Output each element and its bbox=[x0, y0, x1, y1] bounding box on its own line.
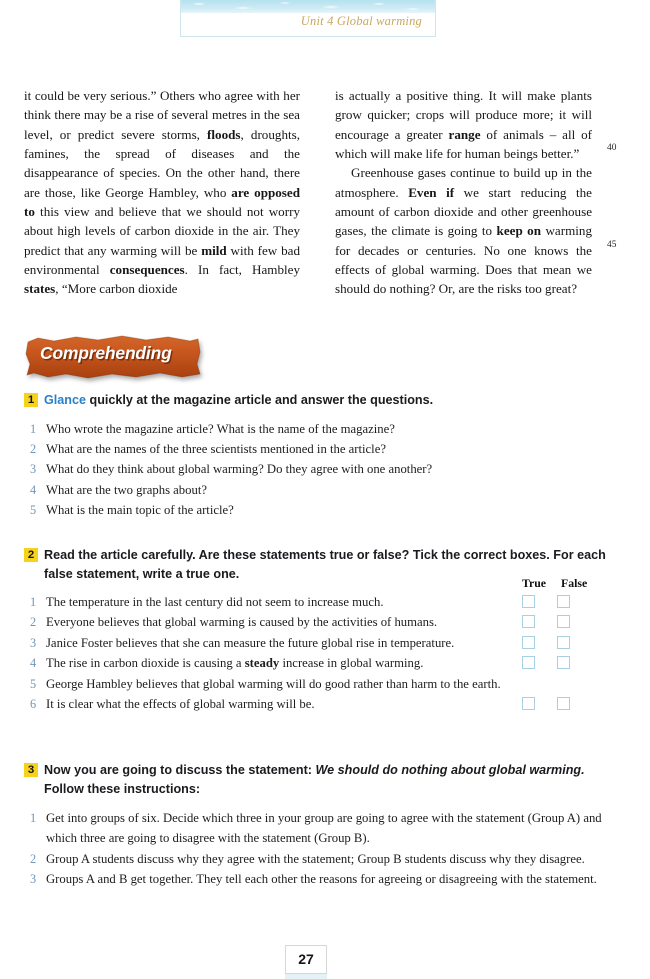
unit-header-banner bbox=[180, 0, 436, 37]
list-item bbox=[24, 612, 524, 632]
item-text: It is clear what the effects of global warming will be. bbox=[46, 697, 315, 712]
item-text: The temperature in the last century did not seem to increase much. bbox=[46, 595, 384, 609]
item-text: What are the names of the three scientists mentioned in the article? bbox=[46, 441, 386, 456]
item-text: Group A students discuss why they agree with the statement; Group B students discuss why they disagree. bbox=[46, 851, 585, 866]
item-text: What do they think about global warming? Do they agree with one another? bbox=[46, 462, 433, 477]
true-checkbox[interactable] bbox=[522, 656, 535, 669]
unit-title-label: Unit 4 Global warming bbox=[300, 14, 422, 28]
false-checkbox[interactable] bbox=[557, 595, 570, 608]
item-text: Get into groups of six. Decide which three in your group are going to agree with the statement (Group A) and which three are going to disagree with the statement (Group B). bbox=[46, 811, 602, 846]
exercise-1-question-list bbox=[24, 419, 624, 521]
true-checkbox[interactable] bbox=[522, 615, 535, 628]
true-checkbox[interactable] bbox=[522, 636, 535, 649]
exercise-1 bbox=[24, 391, 624, 521]
section-heading: Comprehending bbox=[40, 343, 172, 363]
exercise-2-statement-list bbox=[24, 592, 524, 714]
page-number: 27 bbox=[285, 945, 327, 974]
item-text: Groups A and B get together. They tell each other the reasons for agreeing or disagreeing with the statement. bbox=[46, 872, 597, 887]
footer-accent-strip bbox=[285, 974, 327, 979]
instruction-text: Now you are going to discuss the statement: We should do nothing about global warming. Follow these instructions: bbox=[44, 763, 585, 796]
exercise-3-instruction-list bbox=[24, 808, 610, 890]
item-text: What is the main topic of the article? bbox=[46, 503, 234, 518]
item-number: 1 bbox=[30, 595, 37, 609]
exercise-3-instruction bbox=[24, 761, 620, 798]
item-number: 2 bbox=[30, 851, 37, 866]
comprehending-section-banner bbox=[24, 334, 204, 380]
checkbox-pair bbox=[522, 697, 598, 710]
list-item bbox=[24, 592, 524, 612]
list-item bbox=[24, 500, 624, 520]
article-column-left bbox=[24, 86, 300, 299]
true-checkbox[interactable] bbox=[522, 595, 535, 608]
exercise-number-badge: 2 bbox=[24, 548, 38, 562]
false-column-header: False bbox=[561, 576, 588, 590]
true-column-header: True bbox=[522, 576, 547, 590]
item-number: 3 bbox=[30, 462, 37, 477]
list-item bbox=[24, 419, 624, 439]
item-text: Who wrote the magazine article? What is the name of the magazine? bbox=[46, 421, 395, 436]
list-item bbox=[24, 653, 524, 673]
true-checkbox[interactable] bbox=[522, 697, 535, 710]
exercise-3 bbox=[24, 761, 624, 890]
false-checkbox[interactable] bbox=[557, 636, 570, 649]
exercise-1-instruction bbox=[24, 391, 624, 410]
exercise-2 bbox=[24, 546, 626, 714]
item-text: The rise in carbon dioxide is causing a steady increase in global warming. bbox=[46, 656, 424, 671]
line-number: 40 bbox=[607, 143, 617, 153]
list-item bbox=[24, 439, 624, 459]
item-number: 5 bbox=[30, 676, 37, 691]
article-paragraph: Greenhouse gases continue to build up in the atmosphere. Even if we start reducing the amount of carbon dioxide and other greenhouse gases, the climate is going to keep on warming for decades or centuries. No one knows the effects of global warming. Does that mean we should do nothing? Or, are the risks too great? bbox=[335, 165, 592, 297]
item-text: Everyone believes that global warming is caused by the activities of humans. bbox=[46, 615, 438, 630]
false-checkbox[interactable] bbox=[557, 615, 570, 628]
list-item bbox=[24, 849, 610, 869]
exercise-number-badge: 1 bbox=[24, 393, 38, 407]
checkbox-pair bbox=[522, 656, 598, 669]
item-number: 5 bbox=[30, 503, 37, 518]
item-text: George Hambley believes that global warming will do good rather than harm to the earth. bbox=[46, 676, 501, 691]
article-column-right bbox=[335, 86, 592, 299]
false-checkbox[interactable] bbox=[557, 697, 570, 710]
item-text: Janice Foster believes that she can measure the future global rise in temperature. bbox=[46, 635, 455, 650]
list-item bbox=[24, 480, 624, 500]
checkbox-pair bbox=[522, 636, 598, 649]
water-texture-strip bbox=[181, 0, 435, 13]
checkbox-pair bbox=[522, 595, 598, 608]
item-number: 1 bbox=[30, 421, 37, 436]
item-text: What are the two graphs about? bbox=[46, 482, 207, 497]
item-number: 4 bbox=[30, 656, 37, 671]
list-item bbox=[24, 633, 524, 653]
item-number: 3 bbox=[30, 635, 37, 650]
list-item bbox=[24, 808, 610, 849]
instruction-text: Glance quickly at the magazine article and answer the questions. bbox=[44, 393, 434, 407]
item-number: 6 bbox=[30, 697, 37, 712]
instruction-text: Read the article carefully. Are these statements true or false? Tick the correct boxes. For each false statement, write a true one. bbox=[44, 548, 606, 581]
exercise-number-badge: 3 bbox=[24, 763, 38, 777]
item-number: 1 bbox=[30, 811, 37, 825]
list-item bbox=[24, 694, 524, 714]
line-number: 45 bbox=[607, 240, 617, 250]
item-number: 3 bbox=[30, 872, 37, 887]
list-item bbox=[24, 674, 524, 694]
article-paragraph: is actually a positive thing. It will make plants grow quicker; crops will produce more; it will encourage a greater range of animals – all of which will make life for human beings better.” bbox=[335, 88, 592, 162]
list-item bbox=[24, 459, 624, 479]
list-item bbox=[24, 869, 610, 889]
checkbox-pair bbox=[522, 615, 598, 628]
item-number: 2 bbox=[30, 615, 37, 630]
article-paragraph: it could be very serious.” Others who agree with her think there may be a rise of several metres in the sea level, or predict severe storms, floods, droughts, famines, the spread of diseases and the disappearance of species. On the other hand, there are those, like George Hambley, who are opposed to this view and believe that we should not worry about high levels of carbon dioxide in the air. They predict that any warming will be mild with few bad environmental consequences. In fact, Hambley states, “More carbon dioxide bbox=[24, 88, 300, 297]
item-number: 4 bbox=[30, 482, 37, 497]
item-number: 2 bbox=[30, 441, 37, 456]
false-checkbox[interactable] bbox=[557, 656, 570, 669]
